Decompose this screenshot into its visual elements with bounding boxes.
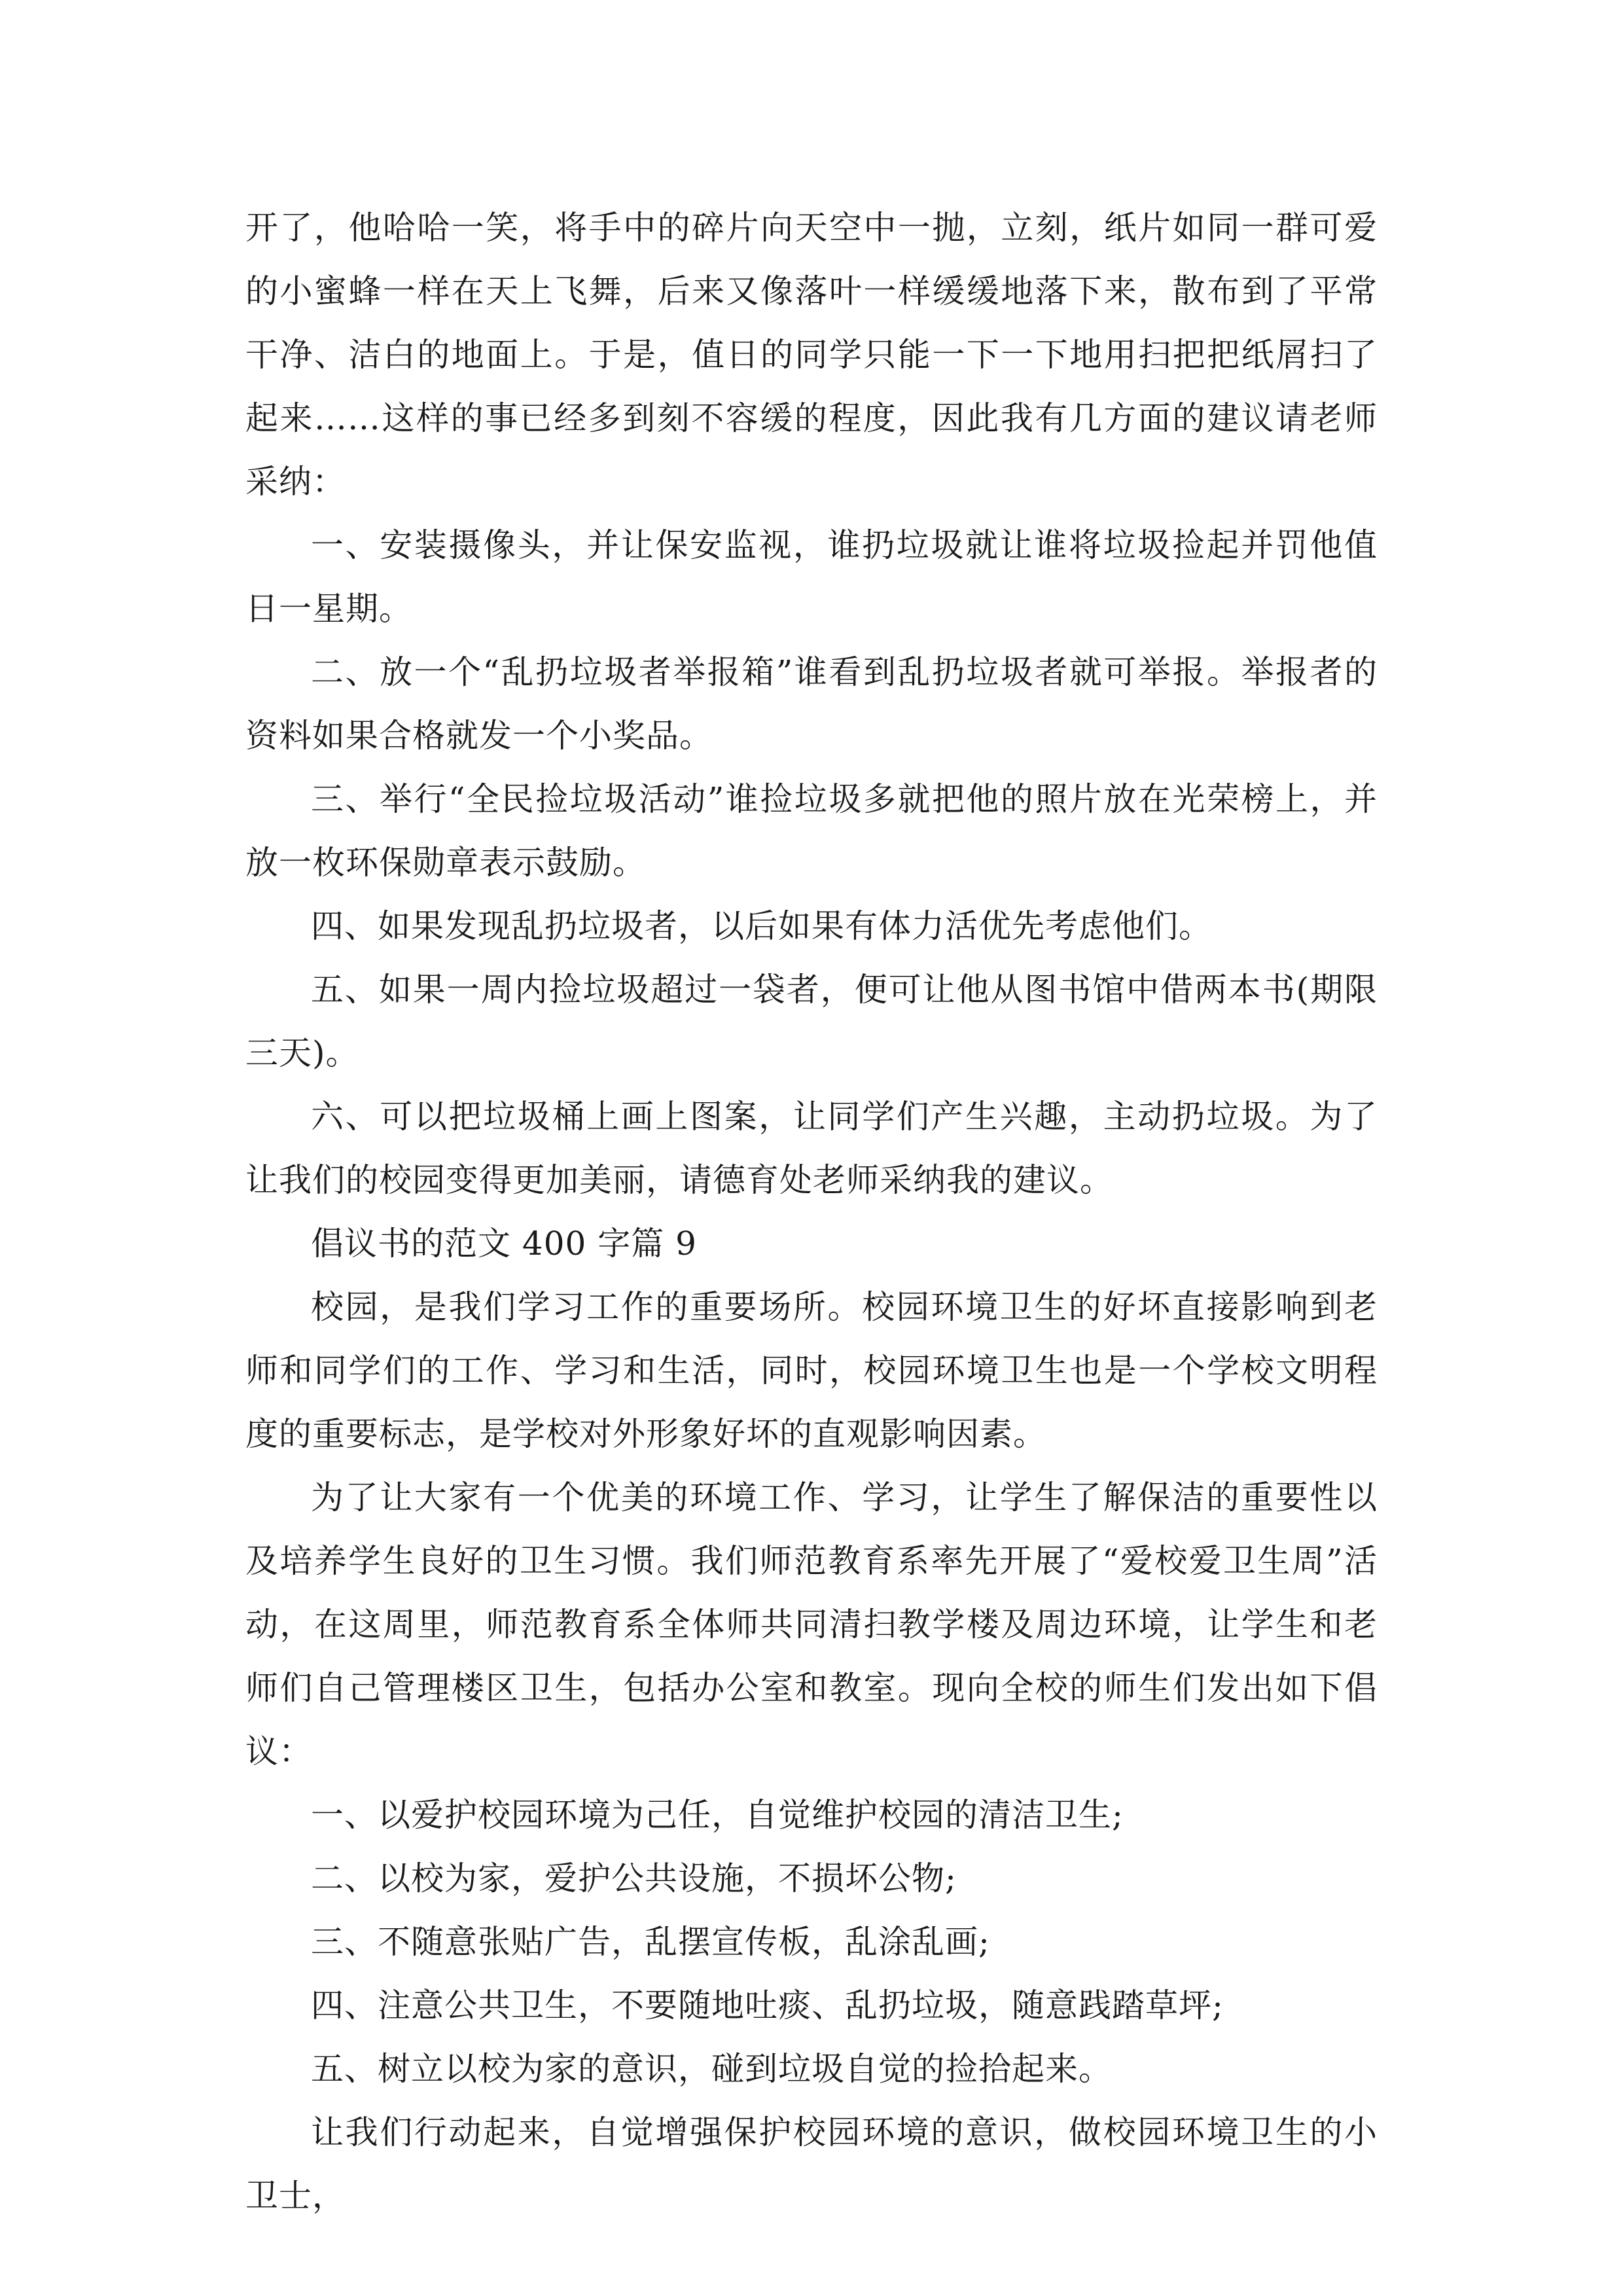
proposal-item-1: 一、以爱护校园环境为己任，自觉维护校园的清洁卫生; <box>311 1796 1124 1834</box>
suggestion-item-4: 四、如果发现乱扔垃圾者，以后如果有体力活优先考虑他们。 <box>311 907 1212 945</box>
paragraph-continuation: 开了，他哈哈一笑，将手中的碎片向天空中一抛，立刻，纸片如同一群可爱的小蜜蜂一样在天上飞舞，后来又像落叶一样缓缓地落下来，散布到了平常干净、洁白的地面上。于是，值日的同学只能一下一下地用扫把把纸屑扫了起来……这样的事已经多到刻不容缓的程度，因此我有几方面的建议请老师采纳： <box>245 209 1378 501</box>
suggestion-item-6: 六、可以把垃圾桶上画上图案，让同学们产生兴趣，主动扔垃圾。为了让我们的校园变得更加美丽，请德育处老师采纳我的建议。 <box>245 1098 1378 1199</box>
proposal-item-5: 五、树立以校为家的意识，碰到垃圾自觉的捡拾起来。 <box>311 2050 1112 2088</box>
suggestion-item-2: 二、放一个“乱扔垃圾者举报箱”谁看到乱扔垃圾者就可举报。举报者的资料如果合格就发一个小奖品。 <box>245 653 1378 755</box>
suggestion-item-5: 五、如果一周内捡垃圾超过一袋者，便可让他从图书馆中借两本书(期限三天)。 <box>245 971 1378 1072</box>
paragraph-initiative: 为了让大家有一个优美的环境工作、学习，让学生了解保洁的重要性以及培养学生良好的卫生习惯。我们师范教育系率先开展了“爱校爱卫生周”活动，在这周里，师范教育系全体师共同清扫教学楼及周边环境，让学生和老师们自己管理楼区卫生，包括办公室和教室。现向全校的师生们发出如下倡议： <box>245 1479 1378 1770</box>
proposal-item-3: 三、不随意张贴广告，乱摆宣传板，乱涂乱画; <box>311 1923 990 1961</box>
document-body <box>245 196 1378 2228</box>
paragraph-closing: 让我们行动起来，自觉增强保护校园环境的意识，做校园环境卫生的小卫士， <box>245 2113 1378 2215</box>
proposal-item-2: 二、以校为家，爱护公共设施，不损坏公物; <box>311 1859 957 1897</box>
section-heading: 倡议书的范文 400 字篇 9 <box>311 1225 697 1263</box>
paragraph-intro: 校园，是我们学习工作的重要场所。校园环境卫生的好坏直接影响到老师和同学们的工作、学习和生活，同时，校园环境卫生也是一个学校文明程度的重要标志，是学校对外形象好坏的直观影响因素。 <box>245 1288 1378 1453</box>
proposal-item-4: 四、注意公共卫生，不要随地吐痰、乱扔垃圾，随意践踏草坪; <box>311 1986 1224 2024</box>
suggestion-item-1: 一、安装摄像头，并让保安监视，谁扔垃圾就让谁将垃圾捡起并罚他值日一星期。 <box>245 526 1378 628</box>
suggestion-item-3: 三、举行“全民捡垃圾活动”谁捡垃圾多就把他的照片放在光荣榜上，并放一枚环保勋章表示鼓励。 <box>245 780 1378 882</box>
